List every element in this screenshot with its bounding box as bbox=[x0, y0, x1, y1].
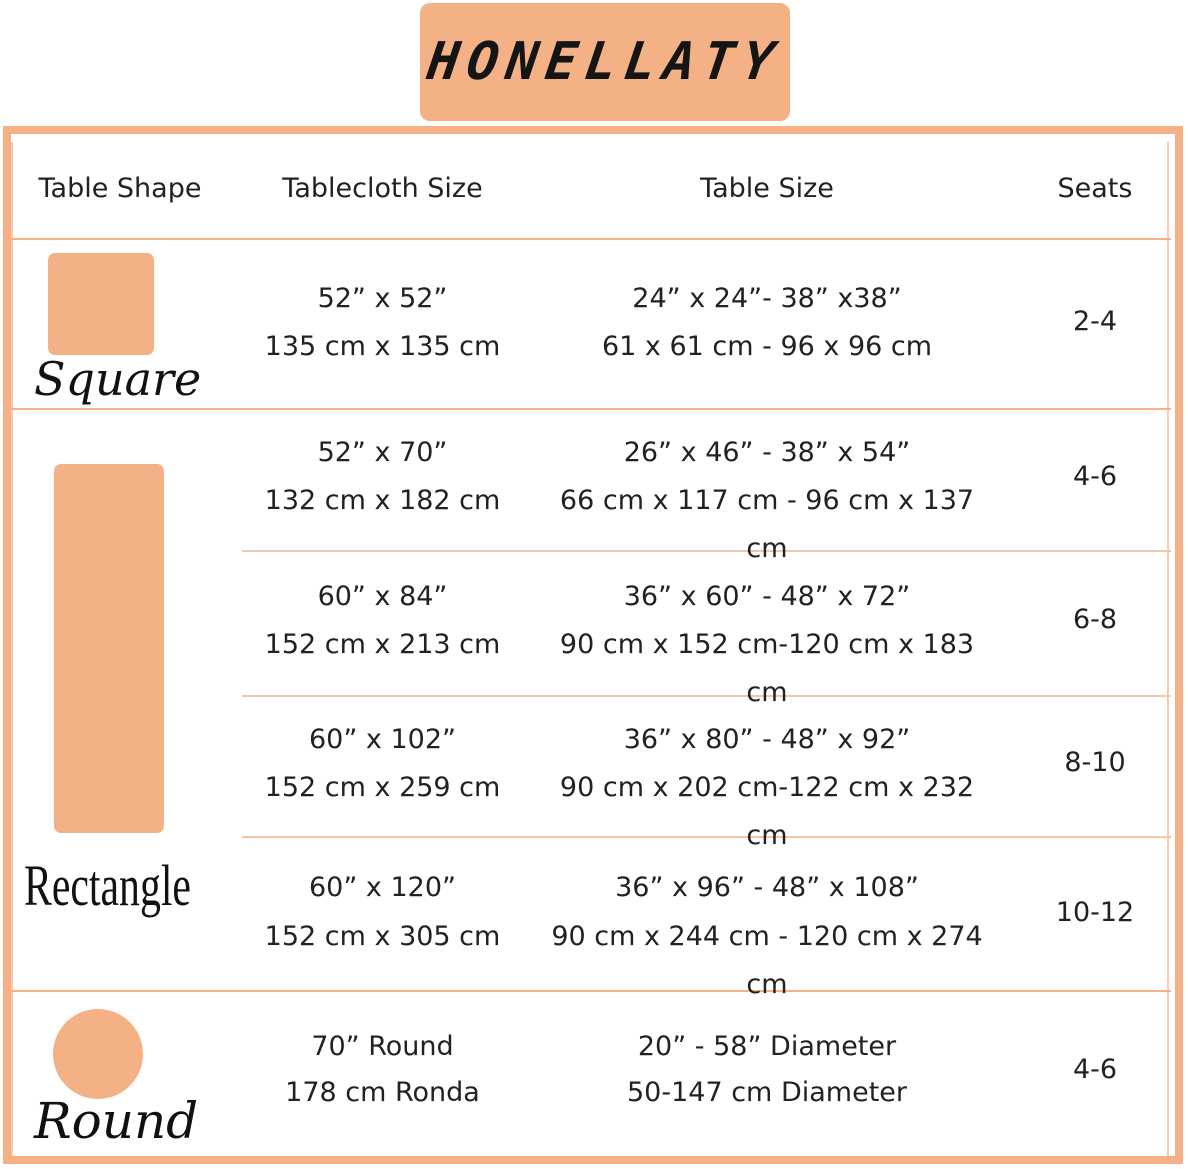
seats-value: 2-4 bbox=[1072, 306, 1118, 337]
table-size-cm: 61 x 61 cm - 96 x 96 cm bbox=[601, 331, 933, 362]
tablecloth-size-inches: 60” x 84” bbox=[317, 581, 448, 612]
table-size-inches: 20” - 58” Diameter bbox=[637, 1031, 897, 1062]
table-size-cm: 90 cm x 244 cm - 120 cm x 274 cm bbox=[551, 921, 983, 1000]
tablecloth-size-cm: 132 cm x 182 cm bbox=[264, 485, 501, 516]
header-seats: Seats bbox=[1057, 173, 1133, 204]
tablecloth-size-cm: 178 cm Ronda bbox=[285, 1077, 480, 1108]
brand-logo bbox=[420, 3, 790, 121]
table-size-inches: 36” x 80” - 48” x 92” bbox=[623, 724, 911, 755]
header-tablecloth-size: Tablecloth Size bbox=[282, 173, 483, 204]
seats-value: 8-10 bbox=[1064, 747, 1126, 778]
tablecloth-size-inches: 70” Round bbox=[311, 1031, 454, 1062]
table-size-cm: 66 cm x 117 cm - 96 cm x 137 cm bbox=[559, 485, 975, 564]
square-label: Square bbox=[34, 352, 202, 406]
square-divider bbox=[11, 408, 1171, 410]
rectangle-label: Rectangle bbox=[24, 853, 191, 918]
seats-value: 6-8 bbox=[1072, 604, 1118, 635]
tablecloth-size-inches: 52” x 52” bbox=[317, 283, 448, 314]
table-size-cm: 90 cm x 202 cm-122 cm x 232 cm bbox=[559, 772, 975, 851]
table-size-inches: 36” x 60” - 48” x 72” bbox=[623, 581, 911, 612]
table-size-inches: 24” x 24”- 38” x38” bbox=[632, 283, 902, 314]
tablecloth-size-cm: 152 cm x 213 cm bbox=[264, 629, 501, 660]
tablecloth-size-cm: 152 cm x 305 cm bbox=[264, 921, 501, 952]
tablecloth-size-inches: 52” x 70” bbox=[317, 437, 448, 468]
table-size-inches: 36” x 96” - 48” x 108” bbox=[615, 872, 919, 903]
header-divider bbox=[11, 238, 1171, 240]
header-table-shape: Table Shape bbox=[38, 173, 202, 204]
tablecloth-size-cm: 135 cm x 135 cm bbox=[264, 331, 501, 362]
round-shape-icon bbox=[53, 1009, 143, 1099]
tablecloth-size-inches: 60” x 120” bbox=[308, 872, 456, 903]
seats-value: 10-12 bbox=[1055, 897, 1135, 928]
seats-value: 4-6 bbox=[1072, 1054, 1118, 1085]
rectangle-shape-icon bbox=[54, 464, 164, 833]
seats-value: 4-6 bbox=[1072, 461, 1118, 492]
brand-name: HONELLATY bbox=[423, 32, 787, 92]
square-shape-icon bbox=[48, 253, 154, 355]
table-size-cm: 90 cm x 152 cm-120 cm x 183 cm bbox=[559, 629, 975, 708]
table-size-cm: 50-147 cm Diameter bbox=[627, 1077, 907, 1108]
tablecloth-size-cm: 152 cm x 259 cm bbox=[264, 772, 501, 803]
table-size-inches: 26” x 46” - 38” x 54” bbox=[623, 437, 911, 468]
header-table-size: Table Size bbox=[700, 173, 834, 204]
round-label: Round bbox=[34, 1092, 199, 1150]
tablecloth-size-inches: 60” x 102” bbox=[308, 724, 456, 755]
